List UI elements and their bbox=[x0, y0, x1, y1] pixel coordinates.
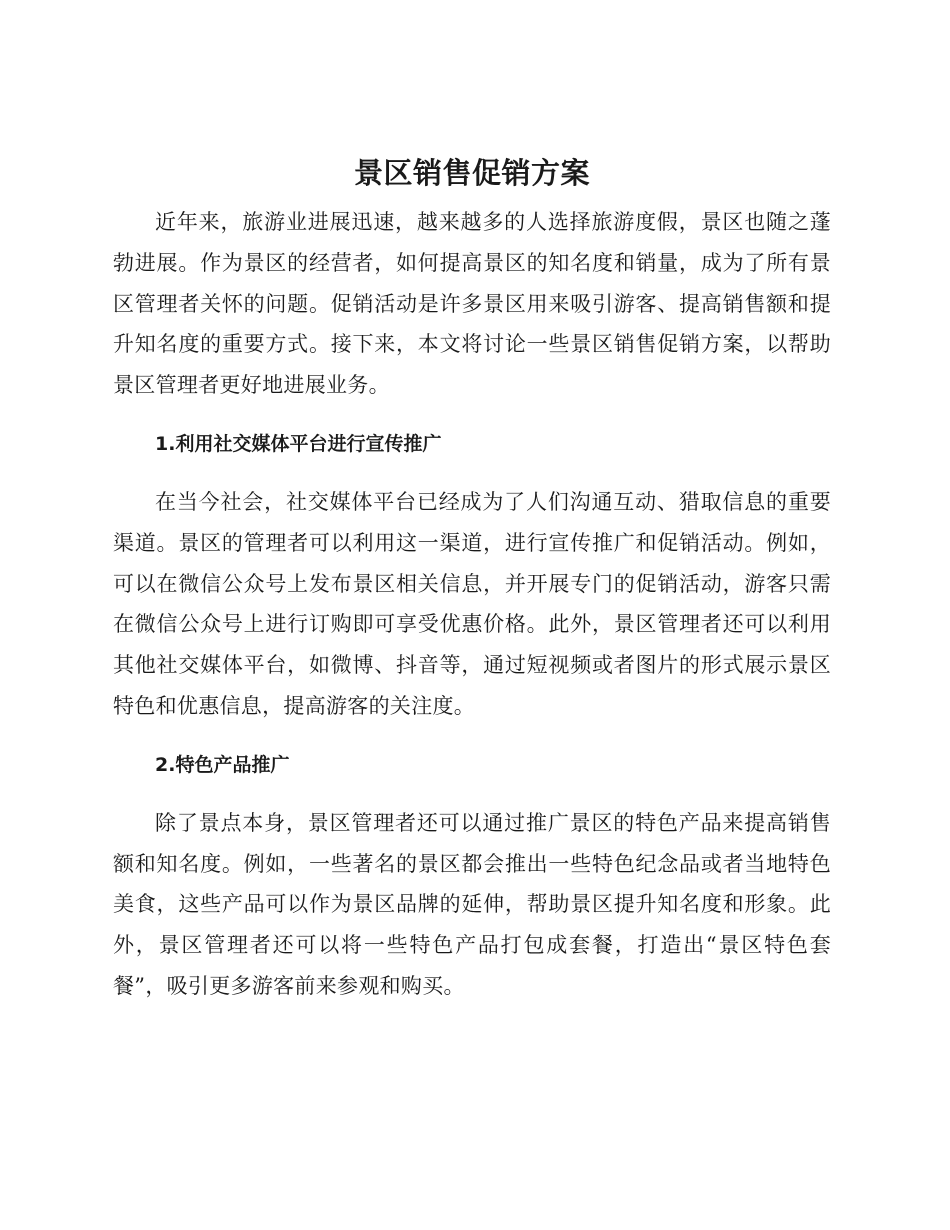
section-heading-2: 2.特色产品推广 bbox=[155, 753, 290, 776]
section-paragraph-1: 在当今社会，社交媒体平台已经成为了人们沟通互动、猎取信息的重要渠道。景区的管理者可以利用这一渠道，进行宣传推广和促销活动。例如，可以在微信公众号上发布景区相关信息，并开展专门的促销活动，游客只需在微信公众号上进行订购即可享受优惠价格。此外，景区管理者还可以利用其他社交媒体平台，如微博、抖音等，通过短视频或者图片的形式展示景区特色和优惠信息，提高游客的关注度。 bbox=[113, 489, 831, 718]
document-body bbox=[113, 150, 831, 1007]
document-title: 景区销售促销方案 bbox=[353, 156, 590, 190]
section-heading-1: 1.利用社交媒体平台进行宣传推广 bbox=[155, 432, 442, 455]
intro-paragraph: 近年来，旅游业进展迅速，越来越多的人选择旅游度假，景区也随之蓬勃进展。作为景区的经营者，如何提高景区的知名度和销量，成为了所有景区管理者关怀的问题。促销活动是许多景区用来吸引游客、提高销售额和提升知名度的重要方式。接下来，本文将讨论一些景区销售促销方案，以帮助景区管理者更好地进展业务。 bbox=[113, 210, 831, 398]
section-paragraph-2: 除了景点本身，景区管理者还可以通过推广景区的特色产品来提高销售额和知名度。例如，一些著名的景区都会推出一些特色纪念品或者当地特色美食，这些产品可以作为景区品牌的延伸，帮助景区提升知名度和形象。此外，景区管理者还可以将一些特色产品打包成套餐，打造出“景区特色套餐”，吸引更多游客前来参观和购买。 bbox=[113, 810, 831, 998]
